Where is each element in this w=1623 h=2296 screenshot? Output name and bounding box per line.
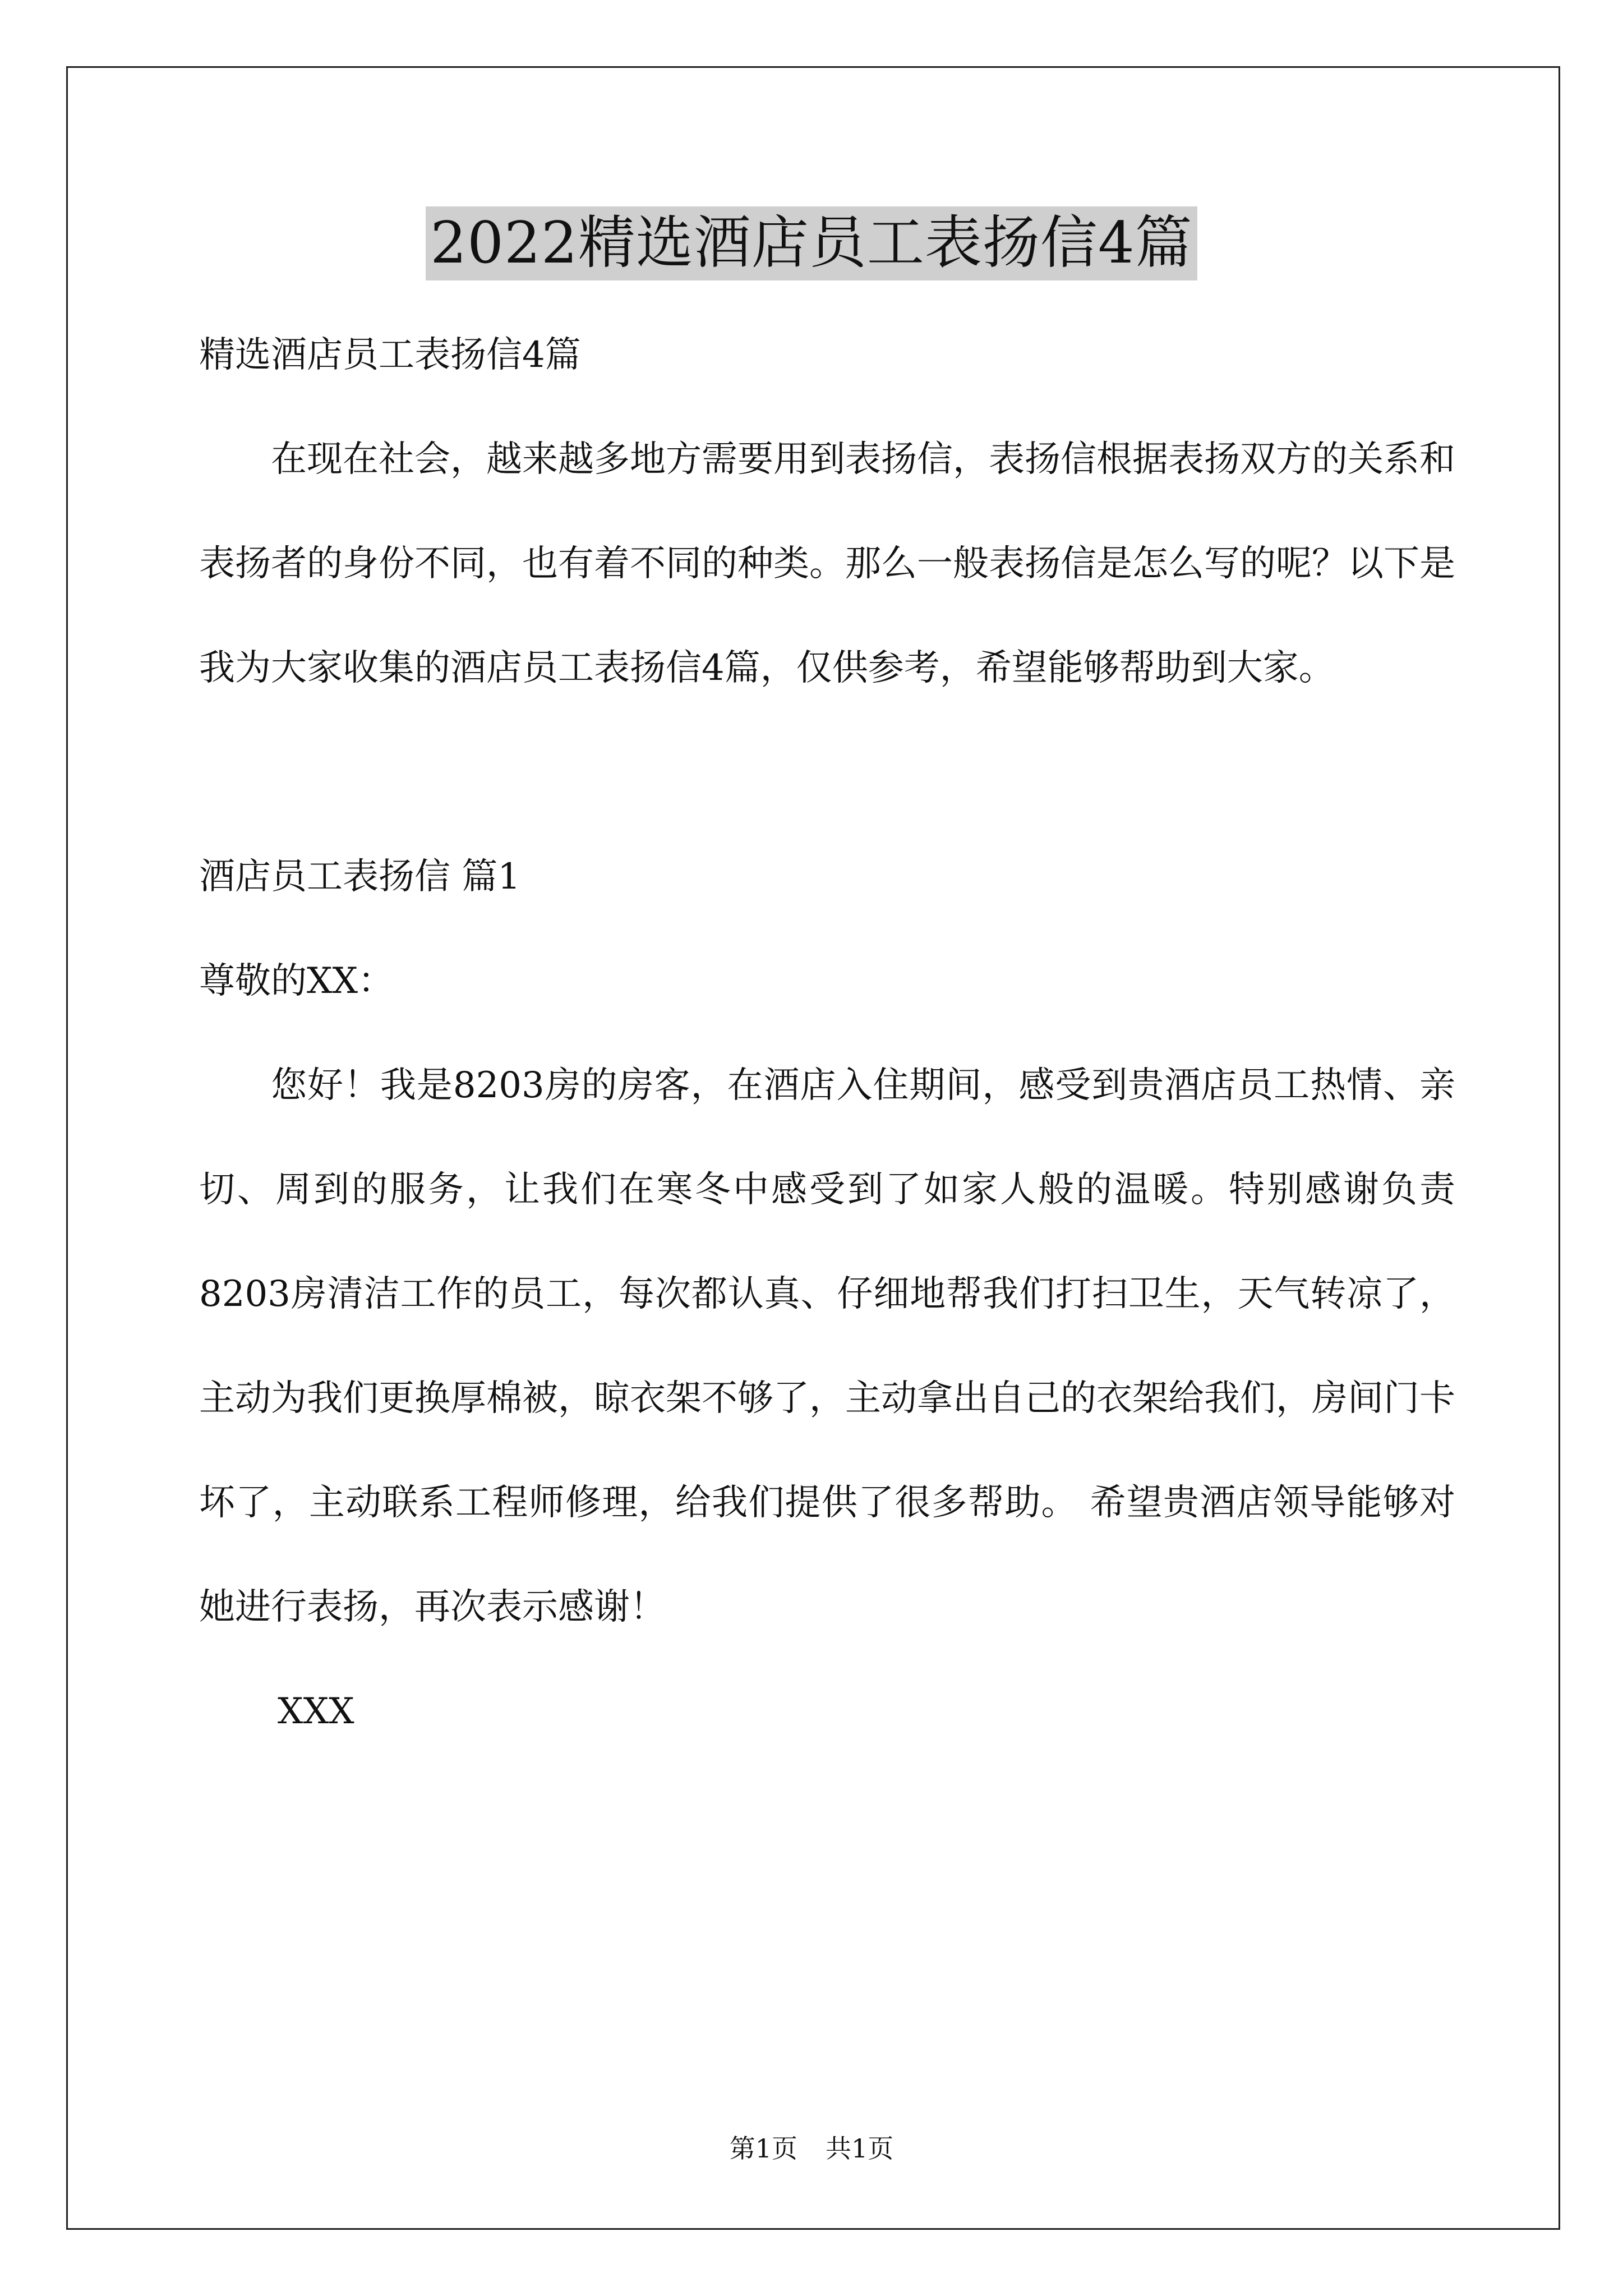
section-heading: 酒店员工表扬信 篇1 bbox=[199, 856, 521, 898]
salutation: 尊敬的XX： bbox=[199, 960, 394, 1002]
document-title: 2022精选酒店员工表扬信4篇 bbox=[426, 206, 1197, 280]
title-container bbox=[0, 206, 1623, 280]
document-subtitle: 精选酒店员工表扬信4篇 bbox=[199, 334, 581, 376]
document-content bbox=[199, 303, 1455, 1764]
letter-body: 您好！我是8203房的房客，在酒店入住期间，感受到贵酒店员工热情、亲切、周到的服务，让我们在寒冬中感受到了如家人般的温暖。特别感谢负责8203房清洁工作的员工，每次都认真、仔细地帮我们打扫卫生，天气转凉了，主动为我们更换厚棉被，晾衣架不够了，主动拿出自己的衣架给我们，房间门卡坏了，主动联系工程师修理，给我们提供了很多帮助。 希望贵酒店领导能够对她进行表扬，再次表示感谢！ bbox=[199, 1065, 1455, 1628]
page-number: 第1页 bbox=[729, 2133, 797, 2164]
page-total: 共1页 bbox=[826, 2133, 894, 2164]
intro-paragraph: 在现在社会，越来越多地方需要用到表扬信，表扬信根据表扬双方的关系和表扬者的身份不同，也有着不同的种类。那么一般表扬信是怎么写的呢？以下是我为大家收集的酒店员工表扬信4篇，仅供参考，希望能够帮助到大家。 bbox=[199, 439, 1455, 689]
page-footer bbox=[0, 2132, 1623, 2165]
signature: XXX bbox=[278, 1691, 354, 1732]
